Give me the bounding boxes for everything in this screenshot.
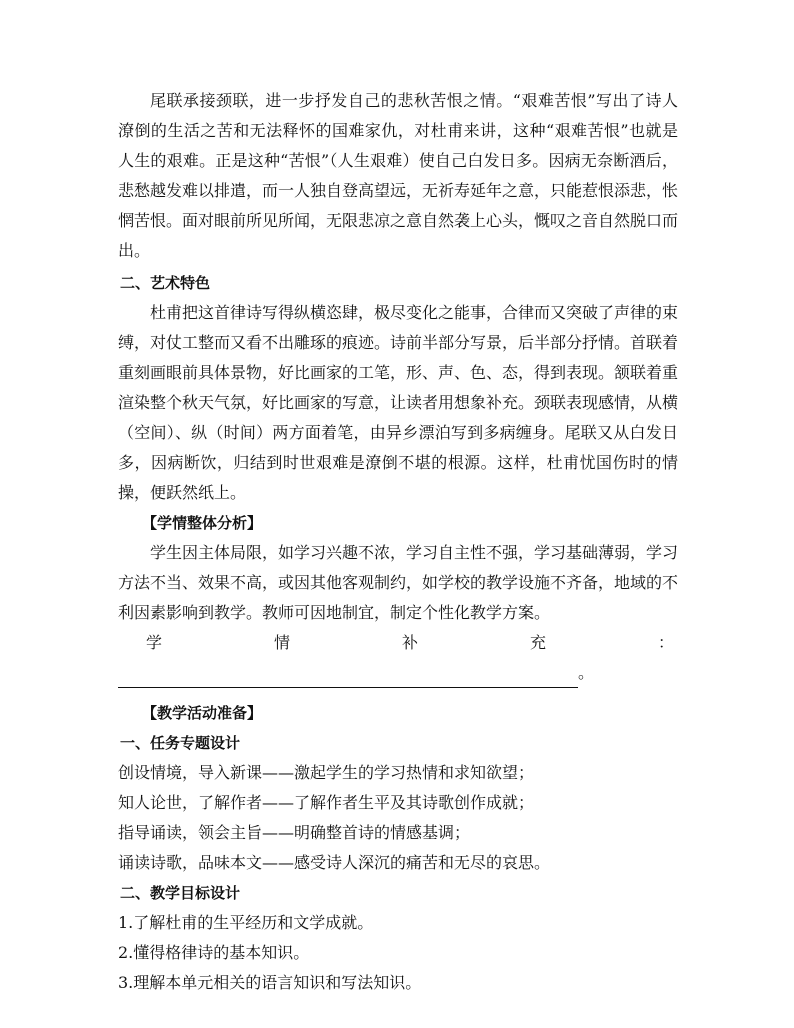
task-item: 知人论世，了解作者——了解作者生平及其诗歌创作成就； bbox=[118, 793, 535, 812]
supplement-char: 情 bbox=[273, 633, 290, 652]
supplement-char: 补 bbox=[401, 633, 418, 652]
supplement-end-mark: 。 bbox=[578, 663, 595, 682]
paragraph-art-features: 杜甫把这首律诗写得纵横恣肆，极尽变化之能事，合律而又突破了声律的束缚，对仗工整而又看不出雕琢的痕迹。诗前半部分写景，后半部分抒情。首联着重刻画眼前具体景物，好比画家的工笔，形、声、色、态，得到表现。颔联着重渲染整个秋天气氛，好比画家的写意，让读者用想象补充。颈联表现感情，从横（空间）、纵（时间）两方面着笔，由异乡漂泊写到多病缠身。尾联又从白发日多，因病断饮，归结到时世艰难是潦倒不堪的根源。这样，杜甫忧国伤时的情操，便跃然纸上。 bbox=[118, 303, 679, 502]
heading-art-features: 二、艺术特色 bbox=[120, 274, 211, 292]
paragraph-student-analysis: 学生因主体局限，如学习兴趣不浓，学习自主性不强，学习基础薄弱，学习方法不当、效果不高，或因其他客观制约，如学校的教学设施不齐备，地域的不利因素影响到教学。教师可因地制宜，制定个性化教学方案。 bbox=[118, 543, 679, 622]
document-page bbox=[118, 86, 678, 998]
task-item: 创设情境，导入新课——激起学生的学习热情和求知欲望； bbox=[118, 763, 535, 782]
heading-task-design: 一、任务专题设计 bbox=[120, 734, 241, 752]
heading-activity-prep: 【教学活动准备】 bbox=[142, 704, 263, 722]
supplement-char: 充 bbox=[529, 633, 546, 652]
supplement-char: 学 bbox=[146, 633, 163, 652]
paragraph-tail-couplet: 尾联承接颈联，进一步抒发自己的悲秋苦恨之情。“艰难苦恨”写出了诗人潦倒的生活之苦和无法释怀的国难家仇，对杜甫来讲，这种“艰难苦恨”也就是人生的艰难。正是这种“苦恨”（人生艰难）使自己白发日多。因病无奈断酒后，悲愁越发难以排遣，而一人独自登高望远，无祈寿延年之意，只能惹恨添悲，怅惘苦恨。面对眼前所见所闻，无限悲凉之意自然袭上心头，慨叹之音自然脱口而出。 bbox=[118, 91, 679, 260]
goal-item: 2.懂得格律诗的基本知识。 bbox=[118, 943, 310, 962]
heading-student-analysis: 【学情整体分析】 bbox=[142, 514, 263, 532]
heading-goal-design: 二、教学目标设计 bbox=[120, 884, 241, 902]
supplement-char: ： bbox=[657, 633, 674, 652]
goal-item: 3.理解本单元相关的语言知识和写法知识。 bbox=[118, 973, 422, 992]
task-item: 指导诵读，领会主旨——明确整首诗的情感基调； bbox=[118, 823, 471, 842]
supplement-label bbox=[118, 628, 678, 658]
supplement-blank-line[interactable] bbox=[118, 665, 578, 688]
supplement-blank-row bbox=[118, 658, 678, 688]
goal-item: 1.了解杜甫的生平经历和文学成就。 bbox=[118, 913, 374, 932]
task-item: 诵读诗歌，品味本文——感受诗人深沉的痛苦和无尽的哀思。 bbox=[118, 853, 551, 872]
